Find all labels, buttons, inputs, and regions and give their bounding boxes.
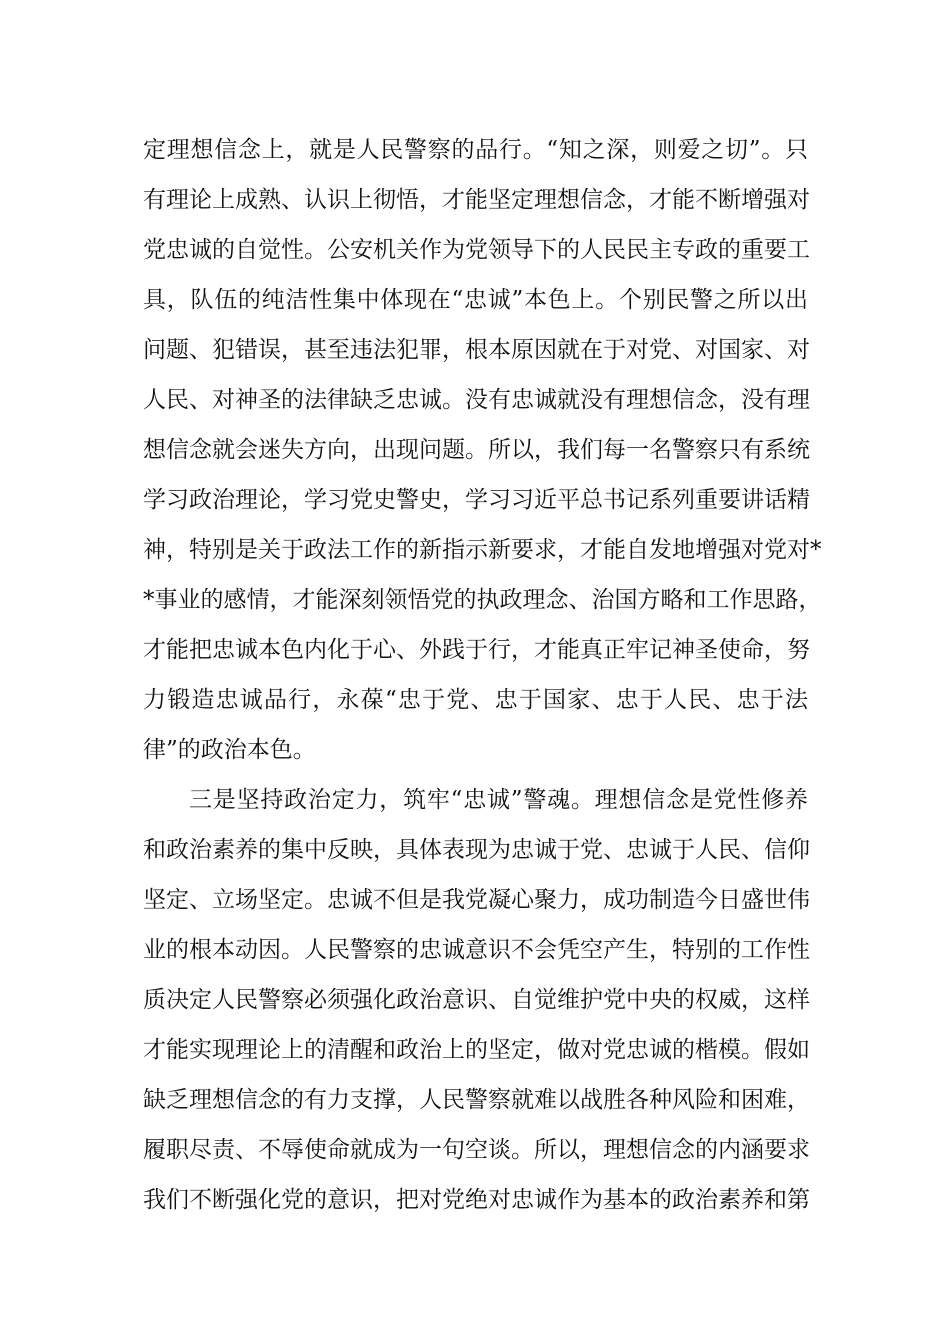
paragraph-line: 神，特别是关于政法工作的新指示新要求，才能自发地增强对党对* xyxy=(143,537,822,563)
paragraph-line: 坚定、立场坚定。忠诚不但是我党凝心聚力，成功制造今日盛世伟 xyxy=(143,887,810,913)
paragraph-line: 定理想信念上，就是人民警察的品行。“知之深，则爱之切”。只 xyxy=(143,137,808,163)
paragraph-line: 才能把忠诚本色内化于心、外践于行，才能真正牢记神圣使命，努 xyxy=(143,637,810,663)
paragraph-line: 业的根本动因。人民警察的忠诚意识不会凭空产生，特别的工作性 xyxy=(143,937,810,963)
paragraph-line: 才能实现理论上的清醒和政治上的坚定，做对党忠诚的楷模。假如 xyxy=(143,1037,810,1063)
paragraph-line: 力锻造忠诚品行，永葆“忠于党、忠于国家、忠于人民、忠于法 xyxy=(143,687,808,713)
paragraph-line: 问题、犯错误，甚至违法犯罪，根本原因就在于对党、对国家、对 xyxy=(143,337,810,363)
paragraph-line: 履职尽责、不辱使命就成为一句空谈。所以，理想信念的内涵要求 xyxy=(143,1137,810,1163)
paragraph-line: *事业的感情，才能深刻领悟党的执政理念、治国方略和工作思路， xyxy=(143,587,822,613)
paragraph-line: 律”的政治本色。 xyxy=(143,737,316,763)
paragraph-line: 具，队伍的纯洁性集中体现在“忠诚”本色上。个别民警之所以出 xyxy=(143,287,808,313)
paragraph-line: 质决定人民警察必须强化政治意识、自觉维护党中央的权威，这样 xyxy=(143,987,810,1013)
paragraph-line: 想信念就会迷失方向，出现问题。所以，我们每一名警察只有系统 xyxy=(143,437,810,463)
paragraph-line: 人民、对神圣的法律缺乏忠诚。没有忠诚就没有理想信念，没有理 xyxy=(143,387,810,413)
paragraph-line: 有理论上成熟、认识上彻悟，才能坚定理想信念，才能不断增强对 xyxy=(143,187,810,213)
paragraph-line: 三是坚持政治定力，筑牢“忠诚”警魂。理想信念是党性修养 xyxy=(189,787,808,813)
paragraph-line: 我们不断强化党的意识，把对党绝对忠诚作为基本的政治素养和第 xyxy=(143,1187,810,1213)
paragraph-line: 党忠诚的自觉性。公安机关作为党领导下的人民民主专政的重要工 xyxy=(143,237,810,263)
paragraph-line: 缺乏理想信念的有力支撑，人民警察就难以战胜各种风险和困难， xyxy=(143,1087,810,1113)
paragraph-line: 和政治素养的集中反映，具体表现为忠诚于党、忠诚于人民、信仰 xyxy=(143,837,810,863)
paragraph-line: 学习政治理论，学习党史警史，学习习近平总书记系列重要讲话精 xyxy=(143,487,810,513)
